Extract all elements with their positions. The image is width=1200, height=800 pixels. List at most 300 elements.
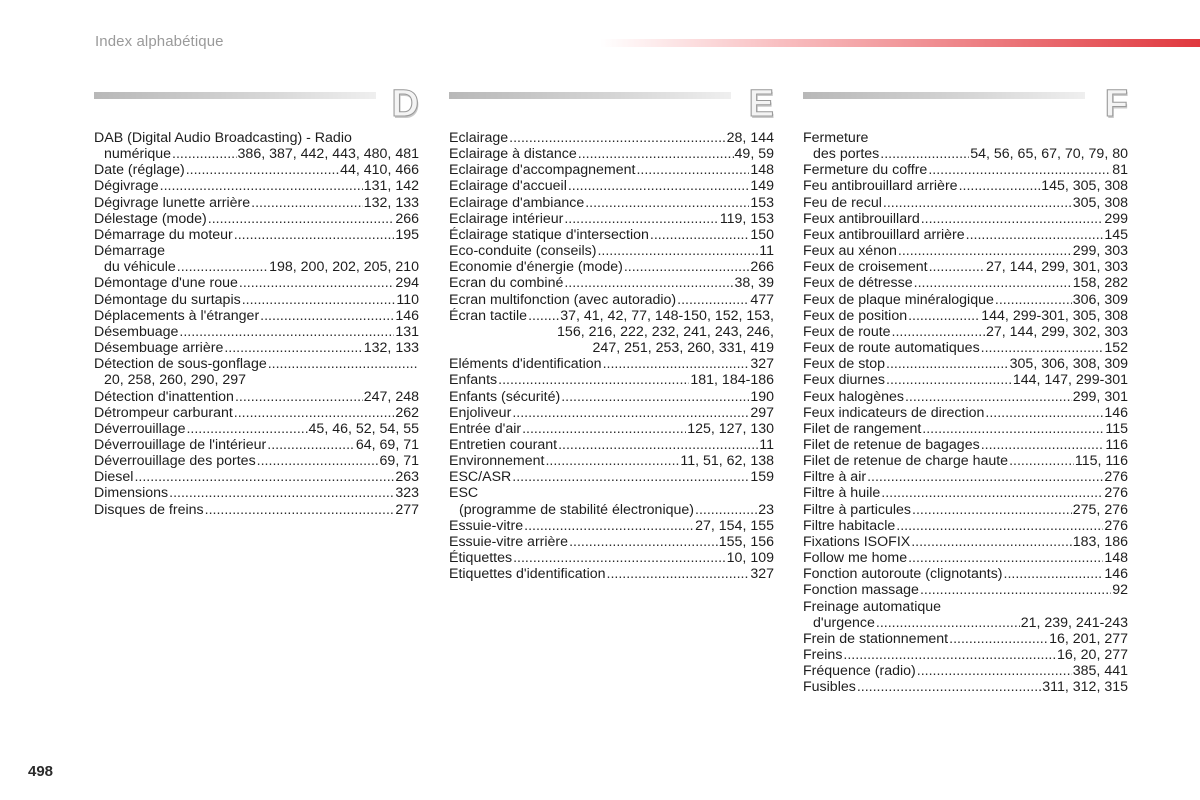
dot-leader xyxy=(886,372,1012,388)
entry-line xyxy=(94,308,419,324)
entry-line xyxy=(449,178,774,194)
entry-term: Eclairage d'ambiance xyxy=(449,194,585,211)
entry-pages: 132, 133 xyxy=(363,340,419,357)
entry-line xyxy=(94,178,419,194)
entry-line xyxy=(94,195,419,211)
entry-term: Démontage du surtapis xyxy=(94,291,241,308)
entry-term: Freinage automatique xyxy=(803,598,942,615)
entry-line xyxy=(803,292,1128,308)
index-entry xyxy=(803,647,1128,663)
entry-pages: 27, 144, 299, 301, 303 xyxy=(986,259,1128,276)
entry-pages: 92 xyxy=(1112,582,1128,599)
dot-leader xyxy=(928,162,1111,178)
index-entry xyxy=(803,405,1128,421)
entry-term: Dégivrage lunette arrière xyxy=(94,194,251,211)
entry-pages: 276 xyxy=(1104,469,1128,486)
dot-leader xyxy=(896,518,1103,534)
entry-term: Feux diurnes xyxy=(803,372,886,389)
index-entry xyxy=(449,372,774,388)
entry-line xyxy=(94,502,419,518)
index-entry xyxy=(94,356,419,388)
entry-pages: 38, 39 xyxy=(734,275,774,292)
entry-term: Délestage (mode) xyxy=(94,210,207,227)
entry-pages: 11, 51, 62, 138 xyxy=(680,453,774,470)
entry-term: des portes xyxy=(813,146,880,163)
index-entry xyxy=(449,421,774,437)
dot-leader xyxy=(564,275,733,291)
index-entry xyxy=(803,582,1128,598)
entry-term: Eclairage à distance xyxy=(449,146,577,163)
entry-line xyxy=(449,453,774,469)
entry-term: Eclairage intérieur xyxy=(449,210,564,227)
entry-line xyxy=(803,631,1128,647)
index-entry xyxy=(94,162,419,178)
entry-pages: 115 xyxy=(1105,420,1128,437)
entry-pages: 266 xyxy=(395,210,419,227)
entry-line xyxy=(94,453,419,469)
index-entry xyxy=(803,372,1128,388)
entry-line xyxy=(449,275,774,291)
index-entry xyxy=(449,275,774,291)
dot-leader xyxy=(912,502,1072,518)
entry-term: Déverrouillage de l'intérieur xyxy=(94,436,267,453)
index-entry xyxy=(94,405,419,421)
index-entry xyxy=(449,389,774,405)
entry-term: Enfants (sécurité) xyxy=(449,388,561,405)
dot-leader xyxy=(172,146,237,162)
entry-pages: 131, 142 xyxy=(363,178,419,195)
entry-term: Feu antibrouillard arrière xyxy=(803,178,958,195)
dot-leader xyxy=(513,550,726,566)
entry-term: Dégivrage xyxy=(94,178,159,195)
dot-leader xyxy=(242,292,396,308)
entry-pages: 158, 282 xyxy=(1072,275,1128,292)
entry-pages: 45, 46, 52, 54, 55 xyxy=(308,420,419,437)
entry-line xyxy=(449,227,774,243)
entry-term: DAB (Digital Audio Broadcasting) - Radio xyxy=(94,130,352,146)
dot-leader xyxy=(251,195,363,211)
index-entry xyxy=(94,308,419,324)
entry-line xyxy=(803,502,1128,518)
entry-term: (programme de stabilité électronique) xyxy=(459,501,694,518)
entry-line xyxy=(94,469,419,485)
entry-term: Feux antibrouillard arrière xyxy=(803,226,965,243)
entry-term: Fermeture xyxy=(803,130,869,146)
dot-leader xyxy=(268,356,418,372)
entry-pages: 146 xyxy=(395,307,419,324)
dot-leader xyxy=(920,582,1111,598)
entry-term: Éclairage statique d'intersection xyxy=(449,226,649,243)
index-entry xyxy=(94,421,419,437)
entry-term: Déplacements à l'étranger xyxy=(94,307,260,324)
entry-pages: 148 xyxy=(750,162,774,179)
dot-leader xyxy=(911,534,1072,550)
index-entry xyxy=(803,631,1128,647)
entry-term: 20, 258, 260, 290, 297 xyxy=(104,372,246,389)
dot-leader xyxy=(603,356,750,372)
entry-line xyxy=(803,389,1128,405)
entry-line xyxy=(449,389,774,405)
dot-leader xyxy=(169,485,394,501)
entry-pages: 155, 156 xyxy=(718,533,774,550)
index-entry xyxy=(449,259,774,275)
entry-line xyxy=(449,485,774,501)
entry-term: Filtre à particules xyxy=(803,501,912,518)
entry-term: Filtre habitacle xyxy=(803,517,896,534)
index-entry xyxy=(449,292,774,308)
entry-line xyxy=(803,421,1128,437)
section-letter: D xyxy=(391,83,419,125)
entry-pages: 195 xyxy=(395,226,419,243)
entry-term: Essuie-vitre xyxy=(449,517,524,534)
index-entry xyxy=(449,534,774,550)
entry-line xyxy=(803,518,1128,534)
entry-term: Feu de recul xyxy=(803,194,882,211)
entry-pages: 477 xyxy=(750,291,774,308)
section-rule xyxy=(803,92,1085,99)
entry-pages: 276 xyxy=(1104,517,1128,534)
entry-term: Désembuage xyxy=(94,323,179,340)
entry-term: Follow me home xyxy=(803,550,908,567)
dot-leader xyxy=(239,275,394,291)
index-column-e xyxy=(449,83,774,583)
index-entry xyxy=(803,178,1128,194)
entry-line xyxy=(94,372,419,388)
entry-pages: 297 xyxy=(750,404,774,421)
entry-term: Etiquettes d'identification xyxy=(449,566,606,583)
entry-term: Fréquence (radio) xyxy=(803,663,916,680)
entry-line xyxy=(803,259,1128,275)
entry-term: Diesel xyxy=(94,469,134,486)
entry-line xyxy=(449,146,774,162)
entry-pages: 132, 133 xyxy=(363,194,419,211)
entry-pages: 159 xyxy=(750,469,774,486)
entry-term: Fermeture du coffre xyxy=(803,162,928,179)
entry-pages: 263 xyxy=(395,469,419,486)
index-entry xyxy=(803,502,1128,518)
index-entry xyxy=(803,275,1128,291)
entry-pages: 277 xyxy=(395,501,419,518)
dot-leader xyxy=(966,227,1104,243)
dot-leader xyxy=(524,518,694,534)
dot-leader xyxy=(922,421,1104,437)
index-entry xyxy=(803,211,1128,227)
dot-leader xyxy=(892,324,985,340)
entry-pages: 119, 153 xyxy=(719,210,774,227)
entry-pages: 294 xyxy=(395,275,419,292)
entry-term: 156, 216, 222, 232, 241, 243, 246, xyxy=(557,323,774,340)
entry-line xyxy=(803,146,1128,162)
entry-term: Feux de stop xyxy=(803,356,886,373)
entry-line xyxy=(449,518,774,534)
entry-pages: 125, 127, 130 xyxy=(687,420,774,437)
index-entry xyxy=(449,566,774,582)
entry-term: Feux de croisement xyxy=(803,259,928,276)
dot-leader xyxy=(883,195,1072,211)
entry-term: Disques de freins xyxy=(94,501,204,518)
entry-line xyxy=(94,356,419,372)
entry-term: 247, 251, 253, 260, 331, 419 xyxy=(592,340,774,357)
dot-leader xyxy=(876,615,1020,631)
entry-pages: 198, 200, 202, 205, 210 xyxy=(269,259,419,276)
index-entry xyxy=(803,324,1128,340)
entry-term: Désembuage arrière xyxy=(94,340,224,357)
index-entry xyxy=(94,211,419,227)
entry-line xyxy=(449,324,774,340)
entry-pages: 299, 303 xyxy=(1072,243,1128,260)
entry-term: Fusibles xyxy=(803,679,856,696)
index-entry xyxy=(449,518,774,534)
index-entry xyxy=(449,211,774,227)
dot-leader xyxy=(908,550,1103,566)
entry-line xyxy=(803,308,1128,324)
entry-pages: 262 xyxy=(395,404,419,421)
dot-leader xyxy=(522,421,686,437)
entry-line xyxy=(449,372,774,388)
entry-line xyxy=(94,292,419,308)
index-entry xyxy=(94,340,419,356)
entry-pages: 190 xyxy=(750,388,774,405)
dot-leader xyxy=(624,259,749,275)
index-entry xyxy=(449,469,774,485)
entries-list xyxy=(449,130,774,582)
header-accent-bar xyxy=(600,39,1200,47)
entry-term: Feux antibrouillard xyxy=(803,210,920,227)
entry-line xyxy=(803,582,1128,598)
index-entry xyxy=(449,356,774,372)
section-header-d xyxy=(94,83,419,130)
index-entry xyxy=(803,292,1128,308)
entry-line xyxy=(803,534,1128,550)
section-rule xyxy=(449,92,731,99)
entry-pages: 16, 20, 277 xyxy=(1057,647,1128,663)
dot-leader xyxy=(981,340,1104,356)
index-entry xyxy=(94,275,419,291)
index-entry xyxy=(94,178,419,194)
section-header-f xyxy=(803,83,1128,130)
entry-line xyxy=(94,421,419,437)
entry-term: Environnement xyxy=(449,453,545,470)
entry-pages: 327 xyxy=(750,566,774,583)
entry-line xyxy=(449,211,774,227)
entry-line xyxy=(449,356,774,372)
entry-line xyxy=(449,195,774,211)
index-entry xyxy=(803,599,1128,631)
dot-leader xyxy=(898,243,1072,259)
entry-line xyxy=(94,340,419,356)
entry-term: Feux de route xyxy=(803,323,891,340)
entry-pages: 276 xyxy=(1104,485,1128,502)
entry-line xyxy=(803,485,1128,501)
entry-term: Filet de rangement xyxy=(803,420,922,437)
entry-term: Détrompeur carburant xyxy=(94,404,233,421)
index-entry xyxy=(449,162,774,178)
entry-term: Filtre à huile xyxy=(803,485,881,502)
entry-term: Eclairage d'accueil xyxy=(449,178,567,195)
entry-pages: 385, 441 xyxy=(1072,663,1128,680)
entry-line xyxy=(803,195,1128,211)
index-column-d xyxy=(94,83,419,518)
index-entry xyxy=(803,389,1128,405)
dot-leader xyxy=(908,308,980,324)
entry-pages: 144, 299-301, 305, 308 xyxy=(981,307,1128,324)
entry-pages: 23 xyxy=(758,501,774,518)
entry-line xyxy=(449,534,774,550)
dot-leader xyxy=(650,227,749,243)
entry-line xyxy=(449,130,774,146)
entry-term: Feux de position xyxy=(803,307,908,324)
entry-line xyxy=(803,679,1128,695)
entry-line xyxy=(803,647,1128,663)
index-entry xyxy=(94,469,419,485)
entry-term: Entretien courant xyxy=(449,436,558,453)
dot-leader xyxy=(929,259,985,275)
entry-line xyxy=(803,405,1128,421)
index-entry xyxy=(803,259,1128,275)
entry-term: Freins xyxy=(803,647,843,663)
entry-term: Déverrouillage xyxy=(94,420,186,437)
index-entry xyxy=(94,292,419,308)
entry-line xyxy=(449,259,774,275)
index-entry xyxy=(803,663,1128,679)
entry-line xyxy=(449,405,774,421)
dot-leader xyxy=(186,162,339,178)
dot-leader xyxy=(914,275,1072,291)
entry-line xyxy=(94,130,419,146)
section-letter: F xyxy=(1104,83,1128,125)
entry-line xyxy=(803,324,1128,340)
entry-pages: 148 xyxy=(1104,550,1128,567)
entry-pages: 131 xyxy=(395,323,419,340)
dot-leader xyxy=(886,356,1009,372)
dot-leader xyxy=(677,292,749,308)
entry-line xyxy=(94,259,419,275)
entry-term: Feux de plaque minéralogique xyxy=(803,291,994,308)
entry-line xyxy=(94,405,419,421)
entry-term: Ecran du combiné xyxy=(449,275,564,292)
dot-leader xyxy=(578,146,734,162)
index-entry xyxy=(94,227,419,243)
entry-pages: 386, 387, 442, 443, 480, 481 xyxy=(237,146,419,163)
entry-pages: 181, 184-186 xyxy=(690,372,774,389)
entry-term: Economie d'énergie (mode) xyxy=(449,259,623,276)
index-entry xyxy=(803,195,1128,211)
index-entry xyxy=(803,550,1128,566)
index-column-f xyxy=(803,83,1128,696)
dot-leader xyxy=(636,162,749,178)
entry-pages: 11 xyxy=(759,436,774,453)
entry-term: ESC/ASR xyxy=(449,469,512,486)
index-entry xyxy=(449,243,774,259)
entry-term: Filet de retenue de bagages xyxy=(803,436,980,453)
entry-line xyxy=(803,663,1128,679)
entry-line xyxy=(803,453,1128,469)
entry-pages: 311, 312, 315 xyxy=(1042,679,1128,696)
entry-term: Enfants xyxy=(449,372,498,389)
entry-line xyxy=(94,389,419,405)
index-entry xyxy=(94,485,419,501)
entry-term: Détection de sous-gonflage xyxy=(94,356,267,373)
dot-leader xyxy=(569,534,718,550)
dot-leader xyxy=(177,259,268,275)
dot-leader xyxy=(607,566,750,582)
index-entry xyxy=(449,405,774,421)
entry-term: du véhicule xyxy=(104,259,176,276)
entry-pages: 21, 239, 241-243 xyxy=(1020,614,1128,631)
entry-pages: 144, 147, 299-301 xyxy=(1012,372,1128,389)
dot-leader xyxy=(597,243,758,259)
entry-line xyxy=(449,469,774,485)
index-entry xyxy=(803,534,1128,550)
dot-leader xyxy=(160,178,363,194)
index-entry xyxy=(803,679,1128,695)
index-entry xyxy=(803,243,1128,259)
entry-pages: 16, 201, 277 xyxy=(1049,630,1128,647)
section-letter: E xyxy=(748,83,774,125)
entry-line xyxy=(803,130,1128,146)
dot-leader xyxy=(512,469,749,485)
entry-pages: 266 xyxy=(750,259,774,276)
index-entry xyxy=(94,453,419,469)
index-entry xyxy=(449,178,774,194)
entry-term: Filtre à air xyxy=(803,469,867,486)
entry-line xyxy=(803,243,1128,259)
entry-pages: 146 xyxy=(1104,404,1128,421)
entry-pages: 145 xyxy=(1104,226,1128,243)
entry-pages: 27, 154, 155 xyxy=(695,517,774,534)
entry-line xyxy=(94,146,419,162)
entry-line xyxy=(449,550,774,566)
index-entry xyxy=(94,437,419,453)
entry-term: Eléments d'identification xyxy=(449,356,602,373)
index-entry xyxy=(803,130,1128,162)
dot-leader xyxy=(857,679,1041,695)
entry-term: Déverrouillage des portes xyxy=(94,453,256,470)
dot-leader xyxy=(267,437,355,453)
entry-line xyxy=(803,372,1128,388)
entry-pages: 146 xyxy=(1104,566,1128,583)
entries-list xyxy=(94,130,419,518)
entry-term: Écran tactile xyxy=(449,307,528,324)
entry-pages: 327 xyxy=(750,356,774,373)
index-entry xyxy=(803,437,1128,453)
entry-term: Feux de route automatiques xyxy=(803,340,980,357)
entry-pages: 152 xyxy=(1104,340,1128,357)
dot-leader xyxy=(695,502,757,518)
entry-pages: 149 xyxy=(750,178,774,195)
dot-leader xyxy=(995,292,1072,308)
dot-leader xyxy=(905,389,1072,405)
entry-line xyxy=(803,469,1128,485)
entry-pages: 299, 301 xyxy=(1072,388,1128,405)
dot-leader xyxy=(985,405,1103,421)
entry-line xyxy=(803,437,1128,453)
entry-term: Feux halogènes xyxy=(803,388,904,405)
entry-pages: 247, 248 xyxy=(363,388,419,405)
entry-term: Détection d'inattention xyxy=(94,388,234,405)
entry-line xyxy=(803,178,1128,194)
entry-line xyxy=(803,162,1128,178)
entry-pages: 115, 116 xyxy=(1074,453,1128,470)
index-entry xyxy=(449,453,774,469)
index-entry xyxy=(449,130,774,146)
entry-pages: 11 xyxy=(759,243,774,260)
dot-leader xyxy=(512,405,749,421)
entry-term: Frein de stationnement xyxy=(803,630,949,647)
dot-leader xyxy=(917,663,1072,679)
index-entry xyxy=(803,356,1128,372)
entry-line xyxy=(449,421,774,437)
